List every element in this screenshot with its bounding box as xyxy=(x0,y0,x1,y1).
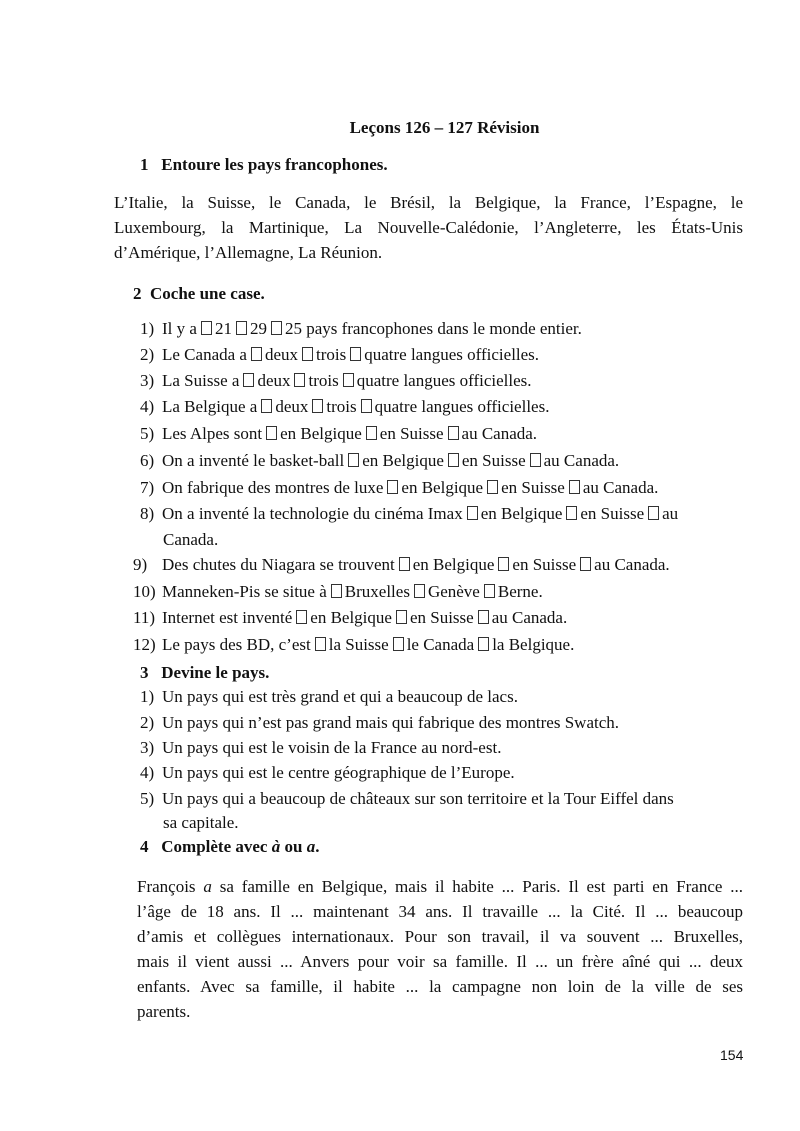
question-text: Le pays des BD, c’est xyxy=(162,635,311,654)
checkbox[interactable] xyxy=(312,399,323,413)
option-label: Genève xyxy=(427,582,480,601)
question-text: Le Canada a xyxy=(162,345,247,364)
option-label: en Belgique xyxy=(401,478,484,497)
checkbox[interactable] xyxy=(302,347,313,361)
checkbox[interactable] xyxy=(580,557,591,571)
checkbox[interactable] xyxy=(487,480,498,494)
paragraph-line: Luxembourg, la Martinique, La Nouvelle-Calédonie, l’Angleterre, les États-Unis xyxy=(114,218,743,237)
option-label: en Belgique xyxy=(310,608,392,627)
question-number: 9) xyxy=(133,555,148,574)
riddle-item xyxy=(140,713,619,733)
checkbox[interactable] xyxy=(484,584,495,598)
exercise-1-heading xyxy=(140,155,388,175)
exercise-1-paragraph xyxy=(114,190,743,265)
checkbox[interactable] xyxy=(448,453,459,467)
option-label: au xyxy=(662,504,679,523)
paragraph-line: d’Amérique, l’Allemagne, La Réunion. xyxy=(114,243,383,262)
exercise-1-title: Entoure les pays francophones. xyxy=(161,155,388,174)
question-number: 8) xyxy=(140,504,155,523)
question-number: 6) xyxy=(140,451,155,470)
option-label: trois xyxy=(326,397,357,416)
question-number: 7) xyxy=(140,478,155,497)
exercise-4-title-or: ou xyxy=(280,837,307,856)
option-label: au Canada. xyxy=(594,555,670,574)
exercise-4-paragraph xyxy=(137,874,743,1024)
option-label: au Canada. xyxy=(461,424,538,443)
option-label: quatre langues officielles. xyxy=(364,345,540,364)
checkbox[interactable] xyxy=(343,373,354,387)
question-number: 11) xyxy=(133,608,156,627)
exercise-4-title-end: . xyxy=(315,837,320,856)
checkbox[interactable] xyxy=(566,506,577,520)
riddle-text: Un pays qui est le centre géographique de l’Europe. xyxy=(162,763,515,782)
exercise-2-title: Coche une case. xyxy=(150,284,265,303)
option-label: Bruxelles xyxy=(344,582,410,601)
checkbox[interactable] xyxy=(648,506,659,520)
paragraph-line: parents. xyxy=(137,1002,191,1021)
checkbox[interactable] xyxy=(366,426,377,440)
checkbox[interactable] xyxy=(569,480,580,494)
option-label: deux xyxy=(275,397,309,416)
question-text: La Suisse a xyxy=(162,371,240,390)
riddle-item xyxy=(140,763,515,783)
option-label: en Suisse xyxy=(512,555,577,574)
option-label: 29 xyxy=(249,319,267,338)
page-number: 154 xyxy=(720,1047,744,1063)
question-number: 4) xyxy=(140,397,155,416)
exercise-3-heading xyxy=(140,663,269,683)
option-label: en Suisse xyxy=(409,608,474,627)
checkbox[interactable] xyxy=(348,453,359,467)
checkbox-question xyxy=(140,504,678,524)
checkbox[interactable] xyxy=(478,637,489,651)
option-label: en Belgique xyxy=(280,424,362,443)
riddle-item xyxy=(140,687,518,707)
exercise-4-title: Complète avec xyxy=(161,837,272,856)
question-number: 2) xyxy=(140,345,155,364)
paragraph-line: l’âge de 18 ans. Il ... maintenant 34 ans. Il travaille ... la Cité. Il ... beaucoup xyxy=(137,902,743,921)
option-label: au Canada. xyxy=(491,608,568,627)
riddle-number: 2) xyxy=(140,713,155,732)
paragraph-line: mais il vient aussi ... Anvers pour voir sa famille. Il ... un frère aîné qui ... deux xyxy=(137,952,743,971)
question-text: Manneken-Pis se situe à xyxy=(162,582,327,601)
riddle-text: Un pays qui a beaucoup de châteaux sur son territoire et la Tour Eiffel dans xyxy=(162,789,674,808)
option-label: en Suisse xyxy=(580,504,645,523)
checkbox[interactable] xyxy=(414,584,425,598)
paragraph-line: enfants. Avec sa famille, il habite ... la campagne non loin de la ville de ses xyxy=(137,977,743,996)
exercise-3-number: 3 xyxy=(140,663,149,682)
exercise-2-heading xyxy=(133,284,265,304)
exercise-1-number: 1 xyxy=(140,155,149,174)
checkbox-question xyxy=(140,345,539,365)
italic-a: a xyxy=(203,877,212,896)
riddle-continuation: sa capitale. xyxy=(163,813,239,832)
option-label: la Suisse xyxy=(328,635,389,654)
option-label: deux xyxy=(264,345,298,364)
checkbox[interactable] xyxy=(478,610,489,624)
exercise-3-title: Devine le pays. xyxy=(161,663,270,682)
checkbox[interactable] xyxy=(296,610,307,624)
text-run: François xyxy=(137,877,204,896)
option-label: en Belgique xyxy=(480,504,563,523)
checkbox[interactable] xyxy=(396,610,407,624)
option-label: 21 xyxy=(214,319,232,338)
question-number: 10) xyxy=(133,582,156,601)
exercise-2-number: 2 xyxy=(133,284,142,303)
checkbox[interactable] xyxy=(393,637,404,651)
riddle-text: Un pays qui est très grand et qui a beaucoup de lacs. xyxy=(162,687,518,706)
question-text: On a inventé la technologie du cinéma Imax xyxy=(162,504,463,523)
paragraph-line: L’Italie, la Suisse, le Canada, le Brésil, la Belgique, la France, l’Espagne, le xyxy=(114,193,743,212)
option-label: la Belgique. xyxy=(492,635,575,654)
option-label: en Belgique xyxy=(412,555,495,574)
checkbox-question xyxy=(133,582,543,602)
checkbox[interactable] xyxy=(448,426,459,440)
question-text: On fabrique des montres de luxe xyxy=(162,478,384,497)
checkbox[interactable] xyxy=(530,453,541,467)
riddle-number: 1) xyxy=(140,687,155,706)
option-label: trois xyxy=(316,345,347,364)
checkbox-question xyxy=(140,451,619,471)
riddle-item xyxy=(140,789,674,809)
checkbox-question xyxy=(140,319,582,339)
checkbox[interactable] xyxy=(361,399,372,413)
exercise-4-heading xyxy=(140,837,319,857)
question-number: 3) xyxy=(140,371,155,390)
riddle-number: 3) xyxy=(140,738,155,757)
checkbox[interactable] xyxy=(243,373,254,387)
option-label: 25 pays francophones dans le monde entier. xyxy=(284,319,582,338)
checkbox[interactable] xyxy=(261,399,272,413)
checkbox[interactable] xyxy=(201,321,212,335)
paragraph-line xyxy=(137,874,743,899)
checkbox[interactable] xyxy=(294,373,305,387)
option-label: trois xyxy=(308,371,339,390)
question-text: La Belgique a xyxy=(162,397,258,416)
riddle-number: 4) xyxy=(140,763,155,782)
option-label: le Canada xyxy=(406,635,475,654)
checkbox[interactable] xyxy=(315,637,326,651)
checkbox[interactable] xyxy=(251,347,262,361)
riddle-number: 5) xyxy=(140,789,155,808)
text-run: sa famille en Belgique, mais il habite ... Paris. Il est parti en France ... xyxy=(211,877,743,896)
question-number: 1) xyxy=(140,319,155,338)
question-text: Des chutes du Niagara se trouvent xyxy=(162,555,395,574)
option-label: en Suisse xyxy=(461,451,526,470)
option-label: quatre langues officielles. xyxy=(356,371,532,390)
question-text: Il y a xyxy=(162,319,197,338)
checkbox-question xyxy=(140,371,532,391)
checkbox[interactable] xyxy=(399,557,410,571)
question-text: Les Alpes sont xyxy=(162,424,263,443)
riddle-text: Un pays qui n’est pas grand mais qui fabrique des montres Swatch. xyxy=(162,713,620,732)
checkbox-question xyxy=(133,635,574,655)
exercise-4-title-accent: à xyxy=(271,837,281,856)
checkbox-question xyxy=(140,424,537,444)
checkbox[interactable] xyxy=(331,584,342,598)
exercise-4-number: 4 xyxy=(140,837,149,856)
option-label: en Belgique xyxy=(362,451,444,470)
question-number: 12) xyxy=(133,635,156,654)
question-text: On a inventé le basket-ball xyxy=(162,451,345,470)
checkbox-question xyxy=(133,555,670,575)
page-title: Leçons 126 – 127 Révision xyxy=(349,118,540,137)
exercise-4-title-a: a xyxy=(306,837,316,856)
question-continuation: Canada. xyxy=(163,530,219,549)
riddle-item xyxy=(140,738,501,758)
option-label: au Canada. xyxy=(543,451,620,470)
checkbox-question xyxy=(133,608,567,628)
option-label: Berne. xyxy=(497,582,543,601)
checkbox[interactable] xyxy=(467,506,478,520)
option-label: en Suisse xyxy=(379,424,444,443)
checkbox-question xyxy=(140,397,549,417)
option-label: au Canada. xyxy=(582,478,659,497)
option-label: en Suisse xyxy=(501,478,565,497)
checkbox-question xyxy=(140,478,658,498)
checkbox[interactable] xyxy=(271,321,282,335)
checkbox[interactable] xyxy=(236,321,247,335)
question-number: 5) xyxy=(140,424,155,443)
riddle-text: Un pays qui est le voisin de la France au nord-est. xyxy=(162,738,502,757)
checkbox[interactable] xyxy=(266,426,277,440)
checkbox[interactable] xyxy=(498,557,509,571)
checkbox[interactable] xyxy=(387,480,398,494)
checkbox[interactable] xyxy=(350,347,361,361)
option-label: deux xyxy=(257,371,291,390)
option-label: quatre langues officielles. xyxy=(374,397,550,416)
paragraph-line: d’amis et collègues internationaux. Pour son travail, il va souvent ... Bruxelles, xyxy=(137,927,743,946)
question-text: Internet est inventé xyxy=(162,608,293,627)
